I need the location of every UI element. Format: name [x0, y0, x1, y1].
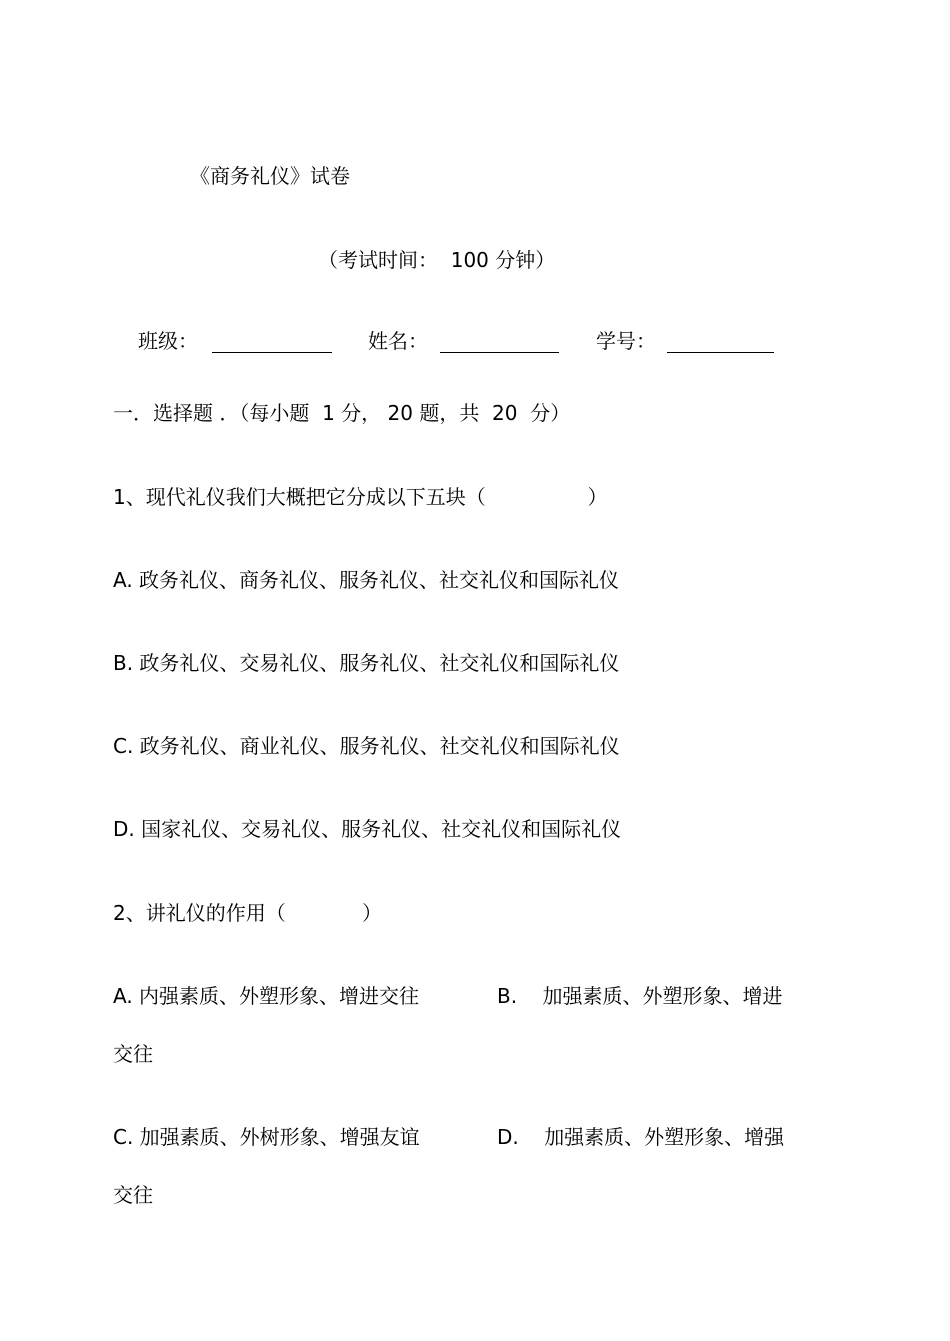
student-id-label: 学号：	[596, 329, 656, 353]
option-d: D. 国家礼仪、交易礼仪、服务礼仪、社交礼仪和国际礼仪	[113, 817, 622, 841]
class-blank	[212, 330, 332, 353]
option-d: D. 加强素质、外塑形象、增强	[497, 1125, 785, 1149]
exam-title: 《商务礼仪》试卷	[190, 164, 350, 188]
option-b: B. 政务礼仪、交易礼仪、服务礼仪、社交礼仪和国际礼仪	[113, 651, 620, 675]
question-stem: 2、讲礼仪的作用（ ）	[113, 901, 383, 925]
student-id-blank	[667, 330, 774, 353]
option-a: A. 政务礼仪、商务礼仪、服务礼仪、社交礼仪和国际礼仪	[113, 568, 620, 592]
class-label: 班级：	[138, 329, 198, 353]
option-a: A. 内强素质、外塑形象、增进交往	[113, 984, 420, 1008]
exam-time: （考试时间： 100 分钟）	[318, 248, 556, 272]
option-b-continuation: 交往	[113, 1042, 153, 1066]
option-d-continuation: 交往	[113, 1183, 153, 1207]
option-b: B. 加强素质、外塑形象、增进	[497, 984, 783, 1008]
question-stem: 1、现代礼仪我们大概把它分成以下五块（ ）	[113, 485, 608, 509]
option-c: C. 政务礼仪、商业礼仪、服务礼仪、社交礼仪和国际礼仪	[113, 734, 620, 758]
option-c: C. 加强素质、外树形象、增强友谊	[113, 1125, 420, 1149]
section-heading: 一．选择题 ．（每小题 1 分， 20 题，共 20 分）	[113, 401, 571, 425]
name-label: 姓名：	[368, 329, 428, 353]
name-blank	[440, 330, 559, 353]
